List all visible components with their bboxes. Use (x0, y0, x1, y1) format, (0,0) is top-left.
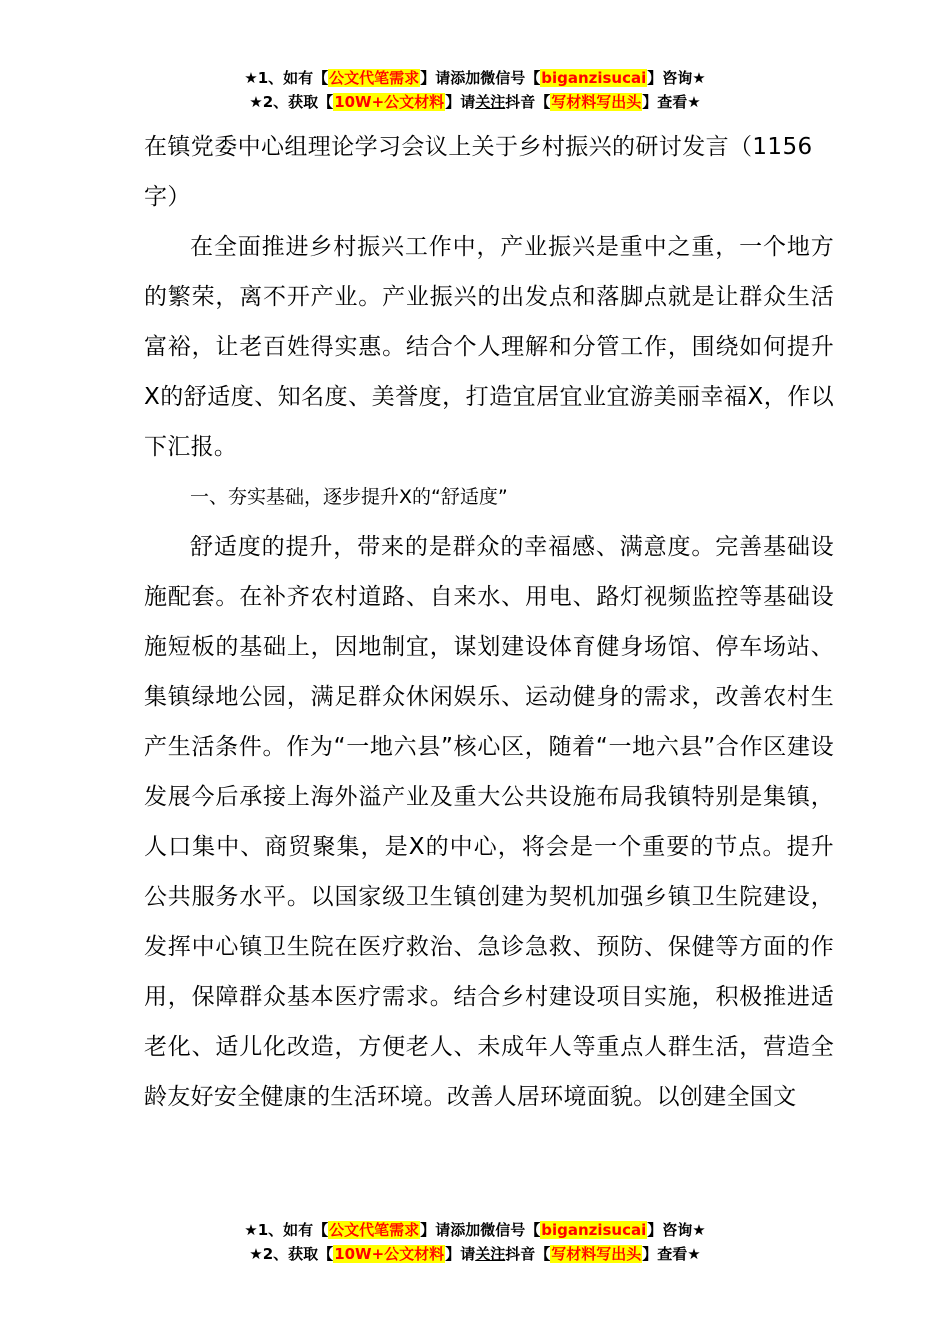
footer-banner (0, 1218, 950, 1266)
highlight-materials: 10W+公文材料 (334, 93, 445, 111)
intro-paragraph: 在全面推进乡村振兴工作中，产业振兴是重中之重，一个地方的繁荣，离不开产业。产业振兴的出发点和落脚点就是让群众生活富裕，让老百姓得实惠。结合个人理解和分管工作，围绕如何提升X的舒适度、知名度、美誉度，打造宜居宜业宜游美丽幸福X，作以下汇报。 (144, 234, 834, 460)
footer-highlight-wechat-id: biganzisucai (541, 1221, 647, 1239)
footer-highlight-ghostwriting: 公文代笔需求 (329, 1221, 420, 1239)
document-title: 在镇党委中心组理论学习会议上关于乡村振兴的研讨发言（1156字） (144, 134, 813, 210)
banner-line-2: ★2、获取【10W+公文材料】请关注抖音【写材料写出头】查看★ (249, 93, 701, 111)
highlight-douyin-account: 写材料写出头 (551, 93, 642, 111)
banner-line-1: ★1、如有【公文代笔需求】请添加微信号【biganzisucai】咨询★ (244, 69, 706, 87)
footer-banner-line-1: ★1、如有【公文代笔需求】请添加微信号【biganzisucai】咨询★ (244, 1221, 706, 1239)
section-1-heading: 一、夯实基础，逐步提升X的“舒适度” (190, 486, 508, 508)
footer-highlight-douyin-account: 写材料写出头 (551, 1245, 642, 1263)
footer-banner-line-2: ★2、获取【10W+公文材料】请关注抖音【写材料写出头】查看★ (249, 1245, 701, 1263)
document-body (144, 122, 834, 1122)
underlined-follow: 关注 (475, 93, 506, 111)
footer-underlined-follow: 关注 (475, 1245, 506, 1263)
highlight-wechat-id: biganzisucai (541, 69, 647, 87)
footer-highlight-materials: 10W+公文材料 (334, 1245, 445, 1263)
section-1-paragraph: 舒适度的提升，带来的是群众的幸福感、满意度。完善基础设施配套。在补齐农村道路、自来水、用电、路灯视频监控等基础设施短板的基础上，因地制宜，谋划建设体育健身场馆、停车场站、集镇绿地公园，满足群众休闲娱乐、运动健身的需求，改善农村生产生活条件。作为“一地六县”核心区，随着“一地六县”合作区建设发展今后承接上海外溢产业及重大公共设施布局我镇特别是集镇，人口集中、商贸聚集，是X的中心，将会是一个重要的节点。提升公共服务水平。以国家级卫生镇创建为契机加强乡镇卫生院建设，发挥中心镇卫生院在医疗救治、急诊急救、预防、保健等方面的作用，保障群众基本医疗需求。结合乡村建设项目实施，积极推进适老化、适儿化改造，方便老人、未成年人等重点人群生活，营造全龄友好安全健康的生活环境。改善人居环境面貌。以创建全国文 (144, 534, 834, 1110)
highlight-ghostwriting: 公文代笔需求 (329, 69, 420, 87)
header-banner (0, 66, 950, 114)
